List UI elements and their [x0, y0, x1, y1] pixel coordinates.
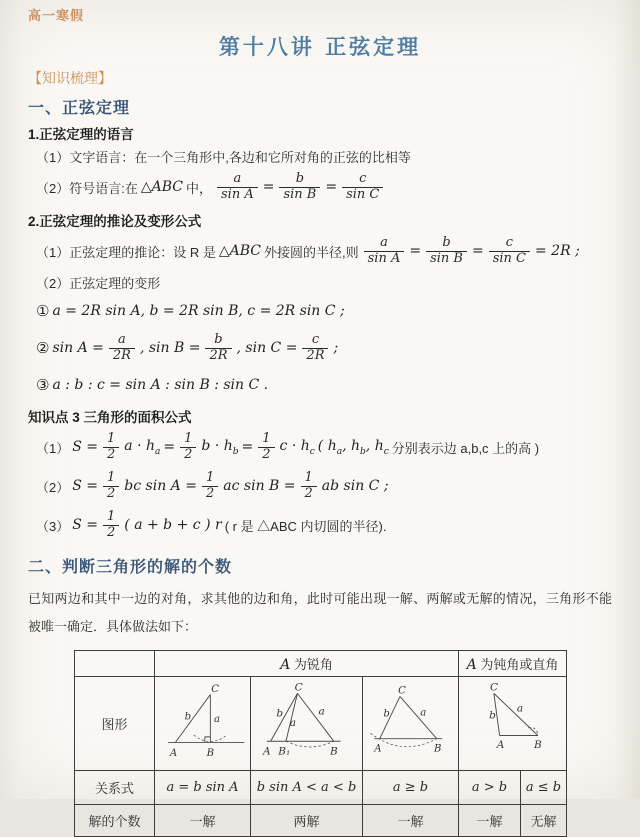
triangle-diagram-obtuse: [465, 680, 561, 768]
subscript-c: c: [309, 446, 315, 457]
row-label-solution-count: 解的个数: [75, 805, 155, 837]
relation-cell-5: a ≤ b: [521, 771, 567, 805]
frac-numerator: a: [380, 234, 388, 250]
diagram-cell-obtuse: [459, 677, 567, 771]
frac-numerator: c: [505, 234, 513, 250]
frac-numerator: a: [118, 331, 126, 347]
frac-denominator: 2R: [302, 348, 328, 364]
subscript-b: b: [232, 446, 239, 457]
formula-run: , sin C =: [236, 340, 298, 356]
formula-run: a = 2R sin A, b = 2R sin B, c = 2R sin C ;: [52, 303, 345, 319]
count-cell-5: 无解: [521, 805, 567, 837]
formula-area-1: [28, 428, 612, 466]
side-label-b: b: [382, 708, 390, 720]
formula-run: $a \cdot h_a$: [124, 437, 161, 457]
col-group-obtuse-or-right: A 为钝角或直角: [459, 651, 567, 677]
relation-cell-1: a = b sin A: [155, 771, 251, 805]
fraction-one-half: [103, 471, 119, 502]
equals-sign: =: [262, 179, 275, 195]
fraction-b-over-2R: [205, 333, 231, 364]
formula-run: ( a + b + c ) r: [124, 517, 222, 533]
vertex-label-C: C: [210, 683, 219, 695]
vertex-label-C: C: [489, 681, 498, 694]
formula-run: ac sin B =: [223, 478, 296, 494]
side-label-b: b: [184, 710, 191, 722]
frac-denominator: 2R: [205, 348, 231, 364]
frac-denominator: 2R: [109, 348, 135, 364]
text-run: （2）符号语言:在: [36, 180, 138, 196]
note-text: ( r 是 △ABC 内切圆的半径).: [224, 518, 387, 534]
frac-numerator: b: [214, 331, 223, 347]
text-run: （1）正弦定理的推论：设 R 是: [36, 244, 216, 260]
vertex-label-B: B: [329, 745, 338, 758]
fraction-one-half: [103, 510, 119, 541]
circled-number-1: ①: [36, 302, 50, 320]
note-run: ( $h_a$, $h_b$, $h_c$: [317, 437, 389, 457]
frac-denominator: sin C: [489, 251, 530, 267]
formula-run: S =: [72, 439, 99, 455]
formula-run: S =: [72, 517, 99, 533]
formula-run: a : b : c = sin A : sin B : sin C .: [52, 377, 269, 393]
frac-numerator: 1: [107, 508, 116, 524]
formula-corollary-2R: [28, 232, 612, 270]
vertex-label-B: B: [433, 743, 441, 755]
formula-symbolic-language: [28, 168, 612, 206]
formula-run: , sin B =: [139, 340, 201, 356]
side-label-a-inner: a: [289, 716, 296, 729]
frac-denominator: 2: [180, 447, 196, 463]
vertex-label-A: A: [373, 743, 382, 755]
side-label-a-outer: a: [317, 704, 325, 717]
vertex-label-A: A: [496, 738, 504, 751]
side-label-b: b: [275, 706, 283, 719]
triangle-abc-symbol: △ABC: [218, 243, 261, 259]
relation-cell-2: b sin A < a < b: [251, 771, 363, 805]
formula-area-2: [28, 467, 612, 505]
fraction-a-over-sinA: [217, 172, 258, 203]
frac-denominator: sin C: [342, 187, 383, 203]
subheading-theorem-language: 1.正弦定理的语言: [28, 127, 134, 142]
fraction-one-half: [180, 432, 196, 463]
fraction-one-half: [301, 471, 317, 502]
text-transform-title: （2）正弦定理的变形: [36, 276, 161, 291]
fraction-b-over-sinB: [426, 236, 467, 267]
page-title: 第十八讲 正弦定理: [218, 34, 422, 59]
frac-numerator: b: [295, 170, 305, 186]
frac-numerator: a: [233, 170, 242, 186]
formula-run: ab sin C ;: [321, 478, 389, 494]
frac-numerator: c: [359, 170, 367, 186]
text-run: 外接圆的半径,则: [263, 244, 359, 260]
triangle-diagram-a-ge-b: [365, 680, 457, 768]
vertex-label-B1: B₁: [277, 745, 290, 758]
col-group-acute: A 为锐角: [155, 651, 459, 677]
triangle-diagram-a-equals-bsinA: [157, 680, 249, 768]
vertex-label-A: A: [262, 745, 271, 758]
equals-sign: =: [163, 439, 176, 455]
text-verbal-language: （1）文字语言：在一个三角形中,各边和它所对角的正弦的比相等: [36, 150, 411, 165]
vertex-label-A: A: [169, 747, 177, 759]
frac-denominator: 2: [202, 486, 218, 502]
vertex-label-B: B: [206, 747, 214, 759]
fraction-a-over-2R: [109, 333, 135, 364]
vertex-label-C: C: [294, 681, 303, 694]
formula-run: $c \cdot h_c$: [279, 437, 315, 457]
semicolon: ;: [333, 340, 339, 356]
frac-numerator: 1: [107, 430, 116, 446]
frac-numerator: b: [442, 234, 451, 250]
frac-denominator: 2: [103, 525, 119, 541]
equals-sign: =: [409, 243, 422, 259]
frac-denominator: 2: [103, 486, 119, 502]
side-label-a: a: [419, 707, 426, 719]
frac-numerator: 1: [205, 469, 215, 485]
count-cell-2: 两解: [251, 805, 363, 837]
frac-numerator: 1: [262, 430, 271, 446]
frac-denominator: 2: [301, 486, 317, 502]
side-label-a: a: [213, 713, 220, 725]
text-run: 中，: [185, 180, 212, 196]
circled-number-2: ②: [36, 339, 50, 357]
subheading-area-formulas: 知识点 3 三角形的面积公式: [28, 410, 192, 425]
relation-cell-3: a ≥ b: [363, 771, 459, 805]
vertex-label-B: B: [533, 738, 542, 751]
formula-variant-2: [28, 329, 612, 367]
count-cell-4: 一解: [459, 805, 521, 837]
vertex-label-C: C: [397, 685, 406, 697]
subscript-a: a: [155, 446, 161, 457]
fraction-one-half: [202, 471, 218, 502]
frac-numerator: 1: [107, 469, 116, 485]
frac-numerator: c: [311, 331, 320, 347]
side-label-a: a: [516, 702, 523, 715]
item-label: （2）: [36, 479, 70, 495]
formula-run: sin A =: [52, 340, 104, 356]
heading-solution-count: 二、判断三角形的解的个数: [28, 557, 233, 576]
frac-numerator: 1: [184, 430, 193, 446]
frac-denominator: sin B: [426, 251, 467, 267]
formula-run: bc sin A =: [124, 478, 197, 494]
count-cell-3: 一解: [363, 805, 459, 837]
frac-denominator: 2: [103, 447, 119, 463]
equals-sign: =: [471, 243, 484, 259]
equals-sign: =: [325, 179, 338, 195]
relation-cell-4: a > b: [459, 771, 521, 805]
row-label-diagram: 图形: [75, 677, 155, 771]
side-label-b: b: [488, 708, 496, 721]
formula-run: S =: [72, 478, 99, 494]
count-cell-1: 一解: [155, 805, 251, 837]
fraction-c-over-sinC: [489, 236, 530, 267]
fraction-a-over-sinA: [364, 236, 405, 267]
frac-denominator: 2: [258, 447, 274, 463]
frac-denominator: sin B: [279, 187, 320, 203]
triangle-diagram-two-solutions: [259, 680, 355, 768]
frac-denominator: sin A: [217, 187, 258, 203]
subheading-corollary-transforms: 2.正弦定理的推论及变形公式: [28, 214, 202, 229]
fraction-one-half: [103, 432, 119, 463]
item-label: （3）: [36, 518, 70, 534]
fraction-c-over-sinC: [342, 172, 383, 203]
fraction-b-over-sinB: [279, 172, 320, 203]
frac-denominator: sin A: [364, 251, 405, 267]
circled-number-3: ③: [36, 376, 50, 394]
heading-sine-theorem: 一、正弦定理: [28, 98, 131, 117]
section-tag-knowledge-outline: 【知识梳理】: [28, 71, 112, 87]
equals-2R: = 2R ;: [534, 243, 580, 259]
equals-sign: =: [241, 439, 254, 455]
frac-numerator: 1: [304, 469, 313, 485]
triangle-abc-symbol: △ABC: [140, 179, 183, 195]
diagram-cell-two-solutions: [251, 677, 363, 771]
formula-area-3: [28, 506, 612, 544]
formula-variant-3: [28, 368, 612, 402]
fraction-one-half: [258, 432, 274, 463]
row-label-relation: 关系式: [75, 771, 155, 805]
solution-count-table: [74, 650, 567, 837]
formula-run: $b \cdot h_b$: [201, 437, 239, 457]
fraction-c-over-2R: [302, 333, 328, 364]
table-corner-cell: [75, 651, 155, 677]
diagram-cell-a-ge-b: [363, 677, 459, 771]
diagram-cell-right-angle: [155, 677, 251, 771]
item-label: （1）: [36, 440, 70, 456]
course-label: 高一寒假: [28, 9, 85, 24]
note-text: 分别表示边 a,b,c 上的高 ): [391, 440, 540, 456]
dashed-arc: [285, 741, 333, 747]
formula-variant-1: [28, 294, 612, 328]
text-solution-count-intro: 已知两边和其中一边的对角，求其他的边和角，此时可能出现一解、两解或无解的情况，三角形不能被唯一确定．具体做法如下：: [28, 591, 612, 634]
